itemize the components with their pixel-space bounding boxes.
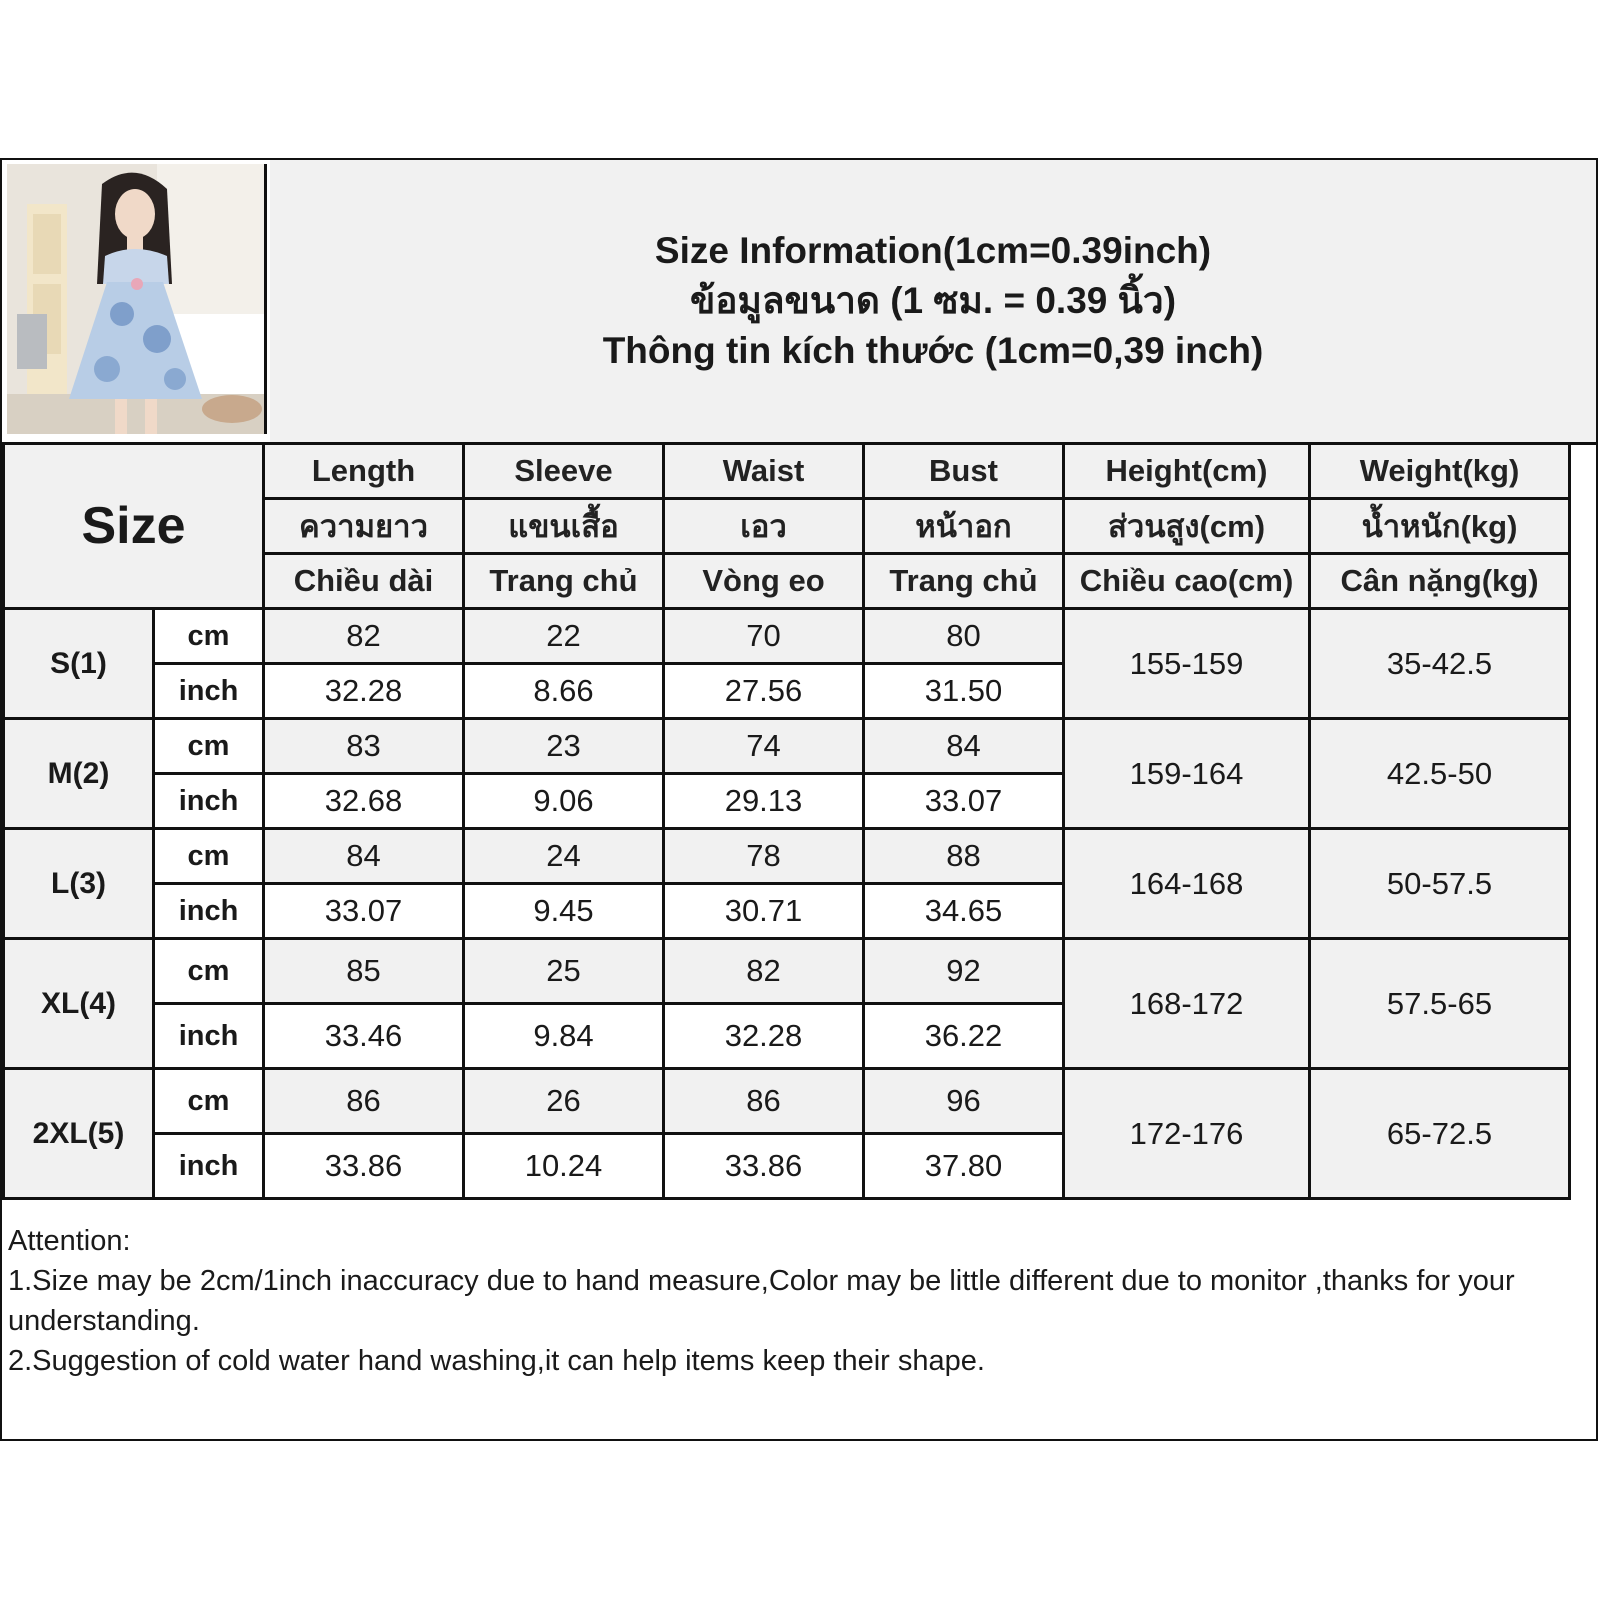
header-bust-th: หน้าอก (864, 499, 1064, 554)
value-cell: 9.84 (464, 1004, 664, 1069)
height-range: 164-168 (1064, 829, 1310, 939)
value-cell: 96 (864, 1069, 1064, 1134)
unit-inch: inch (154, 1004, 264, 1069)
chart-header (2, 160, 1596, 445)
value-cell: 33.86 (264, 1134, 464, 1199)
title-thai: ข้อมูลขนาด (1 ซม. = 0.39 นิ้ว) (689, 280, 1177, 321)
attention-heading: Attention: (8, 1225, 131, 1257)
value-cell: 33.46 (264, 1004, 464, 1069)
value-cell: 36.22 (864, 1004, 1064, 1069)
title-vietnamese: Thông tin kích thước (1cm=0,39 inch) (602, 330, 1264, 371)
unit-cm: cm (154, 829, 264, 884)
unit-cm: cm (154, 939, 264, 1004)
unit-inch: inch (154, 1134, 264, 1199)
header-length-th: ความยาว (264, 499, 464, 554)
header-weight: Weight(kg) (1310, 444, 1570, 499)
value-cell: 10.24 (464, 1134, 664, 1199)
value-cell: 24 (464, 829, 664, 884)
header-height: Height(cm) (1064, 444, 1310, 499)
value-cell: 23 (464, 719, 664, 774)
value-cell: 82 (264, 609, 464, 664)
header-waist-th: เอว (664, 499, 864, 554)
header-length: Length (264, 444, 464, 499)
height-range: 168-172 (1064, 939, 1310, 1069)
value-cell: 85 (264, 939, 464, 1004)
unit-inch: inch (154, 774, 264, 829)
value-cell: 84 (864, 719, 1064, 774)
weight-range: 50-57.5 (1310, 829, 1570, 939)
unit-inch: inch (154, 884, 264, 939)
header-waist: Waist (664, 444, 864, 499)
weight-range: 57.5-65 (1310, 939, 1570, 1069)
value-cell: 34.65 (864, 884, 1064, 939)
size-label: S(1) (4, 609, 154, 719)
value-cell: 25 (464, 939, 664, 1004)
height-range: 172-176 (1064, 1069, 1310, 1199)
size-chart (0, 158, 1598, 1441)
attention-notes (8, 1221, 1588, 1381)
value-cell: 32.28 (664, 1004, 864, 1069)
value-cell: 70 (664, 609, 864, 664)
value-cell: 83 (264, 719, 464, 774)
value-cell: 32.68 (264, 774, 464, 829)
header-sleeve: Sleeve (464, 444, 664, 499)
value-cell: 84 (264, 829, 464, 884)
value-cell: 29.13 (664, 774, 864, 829)
value-cell: 22 (464, 609, 664, 664)
value-cell: 33.07 (864, 774, 1064, 829)
header-waist-vi: Vòng eo (664, 554, 864, 609)
size-label: XL(4) (4, 939, 154, 1069)
value-cell: 37.80 (864, 1134, 1064, 1199)
unit-cm: cm (154, 1069, 264, 1134)
value-cell: 82 (664, 939, 864, 1004)
height-range: 155-159 (1064, 609, 1310, 719)
size-information-title (270, 160, 1596, 442)
product-photo (7, 164, 267, 434)
value-cell: 9.06 (464, 774, 664, 829)
value-cell: 74 (664, 719, 864, 774)
value-cell: 8.66 (464, 664, 664, 719)
header-weight-th: น้ำหนัก(kg) (1310, 499, 1570, 554)
weight-range: 65-72.5 (1310, 1069, 1570, 1199)
header-bust: Bust (864, 444, 1064, 499)
unit-cm: cm (154, 609, 264, 664)
value-cell: 26 (464, 1069, 664, 1134)
unit-inch: inch (154, 664, 264, 719)
value-cell: 30.71 (664, 884, 864, 939)
value-cell: 33.86 (664, 1134, 864, 1199)
value-cell: 31.50 (864, 664, 1064, 719)
size-table (2, 442, 1571, 1200)
value-cell: 27.56 (664, 664, 864, 719)
value-cell: 92 (864, 939, 1064, 1004)
value-cell: 32.28 (264, 664, 464, 719)
header-sleeve-vi: Trang chủ (464, 554, 664, 609)
size-label: M(2) (4, 719, 154, 829)
header-length-vi: Chiều dài (264, 554, 464, 609)
title-english: Size Information(1cm=0.39inch) (654, 230, 1212, 271)
attention-note-1: 1.Size may be 2cm/1inch inaccuracy due to hand measure,Color may be little different due to monitor ,thanks for your understanding. (8, 1265, 1515, 1337)
header-sleeve-th: แขนเสื้อ (464, 499, 664, 554)
weight-range: 35-42.5 (1310, 609, 1570, 719)
size-label: L(3) (4, 829, 154, 939)
size-label: 2XL(5) (4, 1069, 154, 1199)
value-cell: 86 (664, 1069, 864, 1134)
attention-note-2: 2.Suggestion of cold water hand washing,it can help items keep their shape. (8, 1345, 985, 1377)
value-cell: 86 (264, 1069, 464, 1134)
value-cell: 9.45 (464, 884, 664, 939)
unit-cm: cm (154, 719, 264, 774)
value-cell: 33.07 (264, 884, 464, 939)
height-range: 159-164 (1064, 719, 1310, 829)
header-weight-vi: Cân nặng(kg) (1310, 554, 1570, 609)
value-cell: 80 (864, 609, 1064, 664)
weight-range: 42.5-50 (1310, 719, 1570, 829)
header-bust-vi: Trang chủ (864, 554, 1064, 609)
value-cell: 88 (864, 829, 1064, 884)
header-height-vi: Chiều cao(cm) (1064, 554, 1310, 609)
value-cell: 78 (664, 829, 864, 884)
header-height-th: ส่วนสูง(cm) (1064, 499, 1310, 554)
size-header: Size (4, 444, 264, 609)
